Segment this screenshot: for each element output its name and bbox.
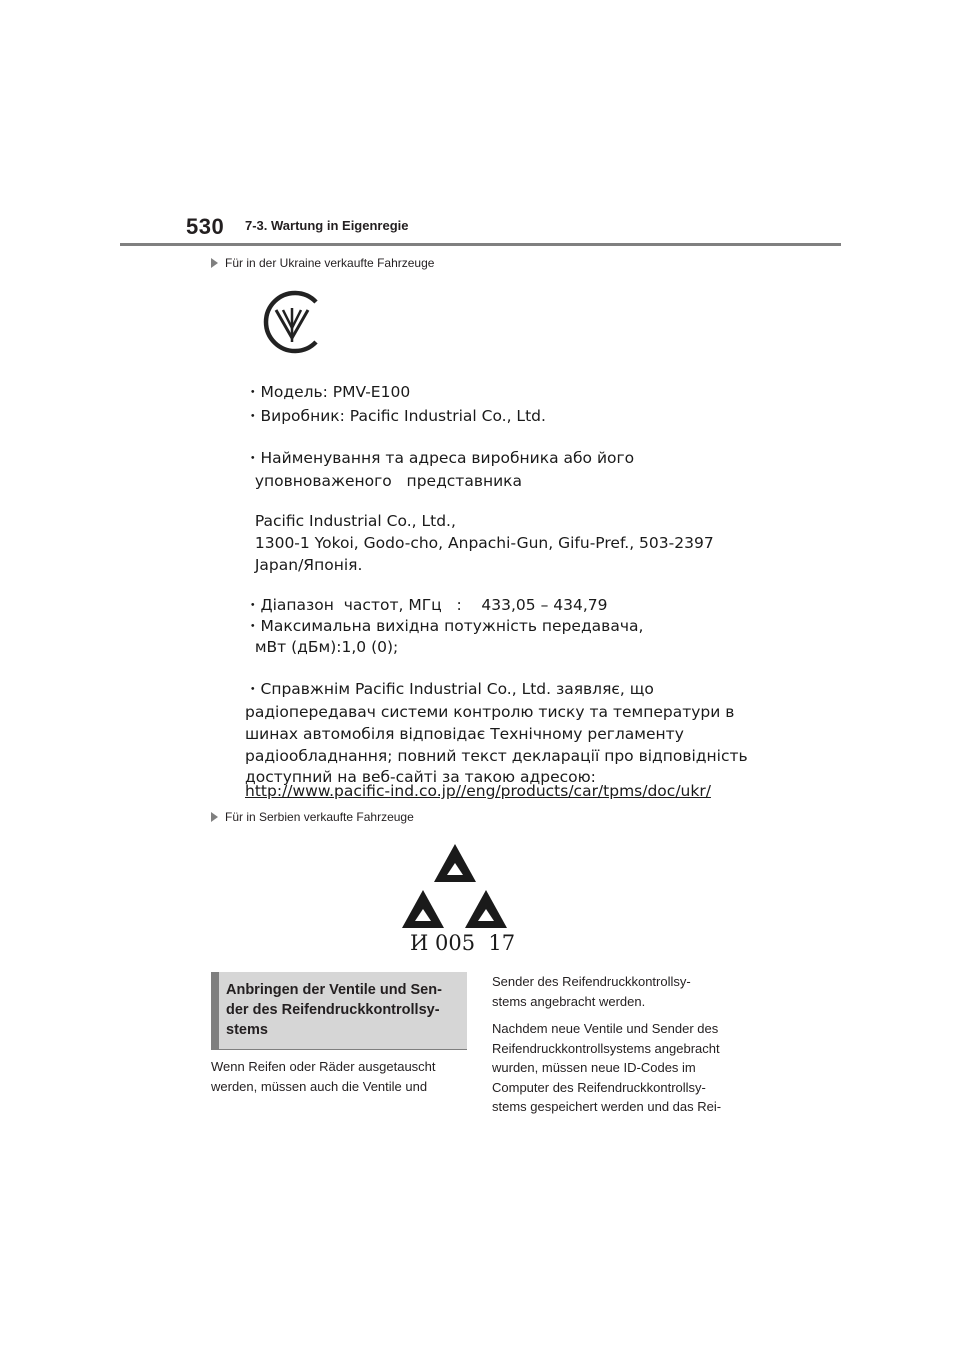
cert-representative-label: ・Найменування та адреса виробника або його [245,449,635,467]
section-title: 7-3. Wartung in Eigenregie [245,218,409,233]
right-column-text [492,972,721,1117]
ukraine-subheading [211,256,434,270]
cert-declaration-1: ・Справжнім Pacific Industrial Co., Ltd. заявляє, що [245,680,654,698]
text-line: Sender des Reifendruckkontrollsy- [492,974,691,989]
cert-power: ・Максимальна вихідна потужність передавача, [245,617,644,635]
text-line: Reifendruckkontrollsystems angebracht [492,1040,720,1056]
cert-declaration-3: шинах автомобіля відповідає Технічному регламенту [245,725,684,743]
text-line: stems angebracht werden. [492,993,646,1009]
ukraine-subheading-text: Für in der Ukraine verkaufte Fahrzeuge [225,256,435,270]
cert-declaration-5: доступний на веб-сайті за такою адресою: [245,768,596,786]
triangle-bullet-icon [211,258,218,268]
declaration-url-link[interactable]: http://www.pacific-ind.co.jp//eng/products/car/tpms/doc/ukr/ [245,782,711,800]
cert-address: 1300-1 Yokoi, Godo-cho, Anpachi-Gun, Gifu-Pref., 503-2397 [245,534,714,552]
cert-model: ・Модель: PMV-E100 [245,383,411,401]
cert-frequency: ・Діапазон частот, МГц : 433,05 – 434,79 [245,596,608,614]
section-heading-line: der des Reifendruckkontrollsy- [226,1002,440,1018]
ukraine-conformity-mark-icon [258,288,326,356]
text-line: Nachdem neue Ventile und Sender des [492,1021,719,1036]
section-heading-line: Anbringen der Ventile und Sen- [226,982,442,998]
text-line: Computer des Reifendruckkontrollsy- [492,1079,706,1095]
cert-power-value: мВт (дБм):1,0 (0); [245,638,399,656]
text-line: werden, müssen auch die Ventile und [211,1078,428,1094]
cert-company: Pacific Industrial Co., Ltd., [245,512,456,530]
text-line: wurden, müssen neue ID-Codes im [492,1060,696,1075]
serbia-subheading-text: Für in Serbien verkaufte Fahrzeuge [225,810,414,824]
serbia-subheading [211,810,414,824]
left-column-text [211,1057,436,1096]
header-divider [120,243,841,246]
section-heading-box [211,972,467,1050]
triangle-bullet-icon [211,812,218,822]
cert-representative-label-cont: уповноваженого представника [245,472,523,490]
section-heading-line: stems [226,1022,268,1038]
cert-declaration-2: радіопередавач системи контролю тиску та температури в [245,703,735,721]
serbia-mark-code: И 005 17 [410,931,516,955]
page-number: 530 [186,214,225,239]
cert-country: Japan/Японія. [245,556,363,574]
cert-declaration-4: радіообладнання; повний текст декларації про відповідність [245,747,748,765]
serbia-conformity-mark-icon [400,840,510,935]
cert-manufacturer: ・Виробник: Pacific Industrial Co., Ltd. [245,407,546,425]
text-line: stems gespeichert werden und das Rei- [492,1099,722,1114]
text-line: Wenn Reifen oder Räder ausgetauscht [211,1059,436,1074]
